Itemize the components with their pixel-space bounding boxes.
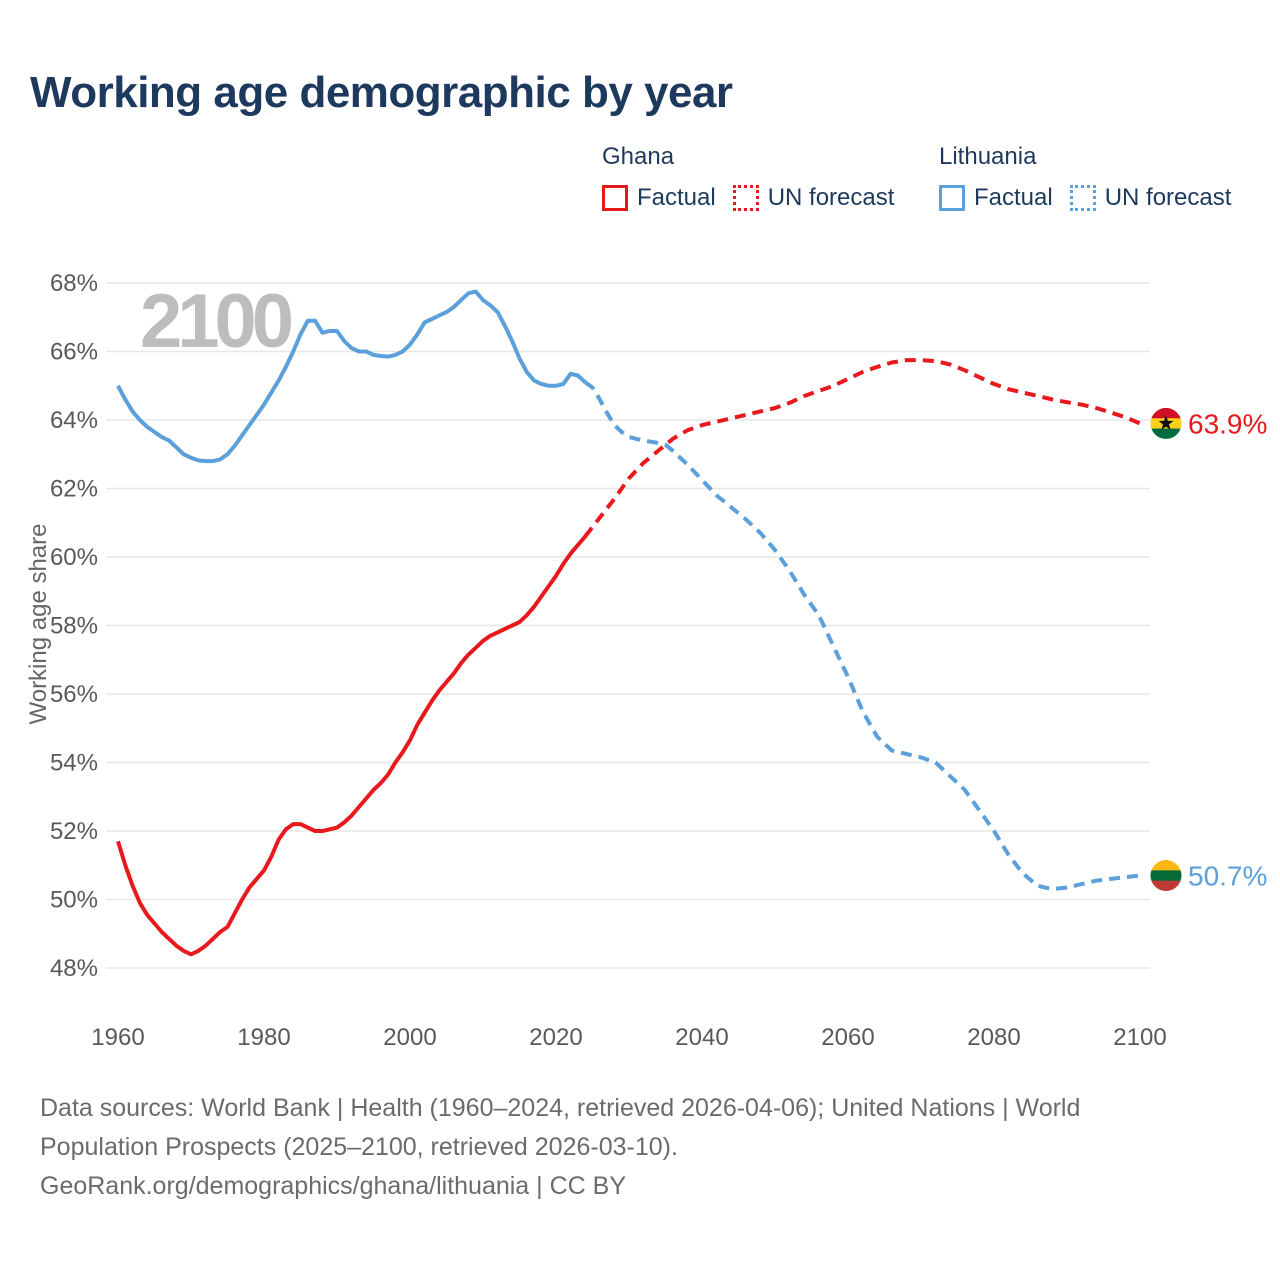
legend-item-label: UN forecast xyxy=(767,184,895,211)
x-tick-label: 1980 xyxy=(237,1024,291,1051)
watermark-year: 2100 xyxy=(140,279,290,364)
y-tick-label: 48% xyxy=(49,955,98,982)
legend-item-label: UN forecast xyxy=(1104,184,1232,211)
lithuania-flag-icon xyxy=(1150,860,1183,891)
footer-attribution xyxy=(40,1089,1080,1206)
series-path-lithuania-un-forecast xyxy=(585,382,1140,889)
y-tick-label: 62% xyxy=(49,475,98,503)
end-value-label-ghana: 63.9% xyxy=(1188,408,1268,440)
legend-item-label: Factual xyxy=(974,184,1053,211)
x-tick-label: 2100 xyxy=(1113,1024,1167,1051)
footer-line: Population Prospects (2025–2100, retrieved 2026-03-10). xyxy=(40,1133,678,1161)
series-lines xyxy=(118,292,1140,955)
footer-line: Data sources: World Bank | Health (1960–2024, retrieved 2026-04-06); United Nations | World xyxy=(40,1094,1081,1122)
x-tick-label: 2080 xyxy=(967,1024,1021,1051)
x-tick-label: 1960 xyxy=(91,1024,145,1051)
y-tick-label: 50% xyxy=(49,886,98,914)
y-tick-label: 64% xyxy=(49,407,98,434)
y-tick-label: 56% xyxy=(49,681,98,708)
x-tick-label: 2040 xyxy=(675,1024,729,1051)
y-tick-label: 68% xyxy=(49,270,98,297)
end-value-label-lithuania: 50.7% xyxy=(1188,860,1268,892)
y-tick-label: 60% xyxy=(49,544,98,571)
series-path-ghana-factual xyxy=(118,536,585,954)
ghana-flag-icon xyxy=(1150,408,1183,440)
y-tick-label: 54% xyxy=(49,749,98,777)
x-tick-label: 2060 xyxy=(821,1024,875,1051)
x-tick-label: 2020 xyxy=(529,1024,583,1051)
page-title: Working age demographic by year xyxy=(30,68,733,117)
legend-item-label: Factual xyxy=(637,184,716,211)
x-tick-labels xyxy=(91,1024,1166,1051)
x-tick-label: 2000 xyxy=(383,1024,437,1051)
y-tick-label: 52% xyxy=(49,818,98,845)
footer-line: GeoRank.org/demographics/ghana/lithuania | CC BY xyxy=(40,1172,626,1200)
legend-group-title: Lithuania xyxy=(939,143,1037,170)
y-axis-title: Working age share xyxy=(25,523,52,725)
end-labels xyxy=(1150,408,1268,892)
y-tick-labels xyxy=(50,270,98,982)
y-tick-label: 66% xyxy=(49,338,98,366)
legend-group-title: Ghana xyxy=(602,143,675,170)
y-tick-label: 58% xyxy=(49,612,98,640)
